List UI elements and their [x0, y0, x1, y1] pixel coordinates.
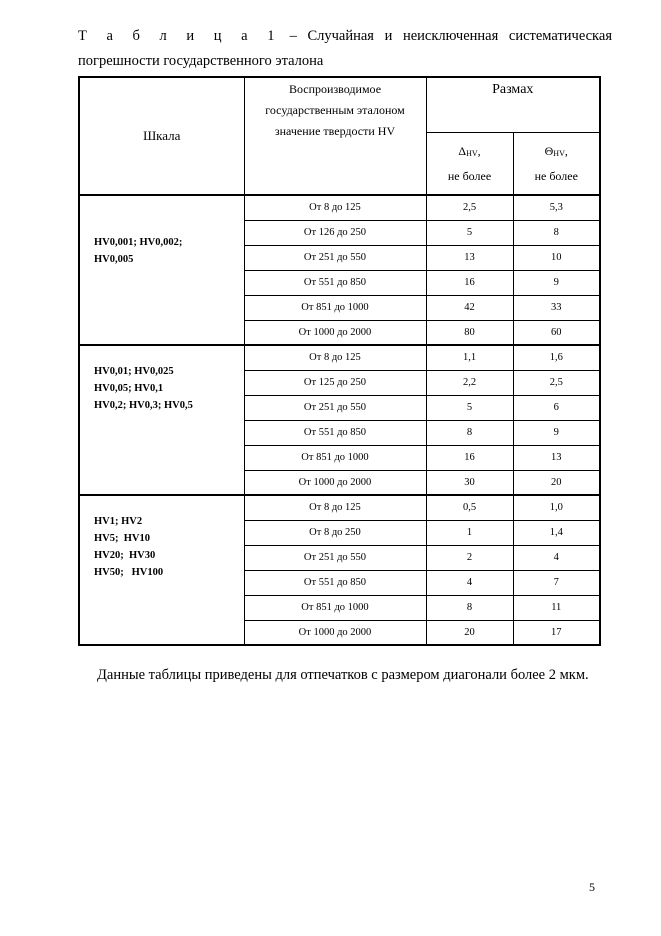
delta-cell: 4 — [426, 570, 513, 595]
value-range-cell: От 8 до 125 — [244, 195, 426, 220]
delta-cell: 8 — [426, 420, 513, 445]
delta-cell: 5 — [426, 220, 513, 245]
theta-subscript: HV — [553, 148, 565, 158]
delta-cell: 2,5 — [426, 195, 513, 220]
table-row — [79, 345, 600, 370]
theta-cell: 60 — [513, 320, 600, 345]
delta-cell: 1,1 — [426, 345, 513, 370]
delta-symbol: Δ — [458, 143, 467, 158]
header-scale: Шкала — [79, 77, 244, 195]
value-range-cell: От 551 до 850 — [244, 270, 426, 295]
theta-cell: 13 — [513, 445, 600, 470]
scale-line: HV0,01; HV0,025 — [94, 366, 174, 377]
scale-line: HV5; HV10 — [94, 533, 150, 544]
delta-cell: 42 — [426, 295, 513, 320]
scale-line: HV0,005 — [94, 254, 134, 265]
delta-cell: 8 — [426, 595, 513, 620]
delta-cell: 16 — [426, 445, 513, 470]
value-range-cell: От 125 до 250 — [244, 370, 426, 395]
error-table — [78, 76, 601, 646]
delta-cell: 30 — [426, 470, 513, 495]
theta-cell: 17 — [513, 620, 600, 645]
page-number: 5 — [589, 880, 595, 894]
scale-line: HV0,2; HV0,3; HV0,5 — [94, 400, 193, 411]
theta-cell: 4 — [513, 545, 600, 570]
value-range-cell: От 251 до 550 — [244, 545, 426, 570]
header-range: Размах — [426, 77, 600, 132]
scale-line: HV0,001; HV0,002; — [94, 237, 183, 248]
delta-cell: 2,2 — [426, 370, 513, 395]
value-range-cell: От 551 до 850 — [244, 570, 426, 595]
scale-group-2 — [79, 345, 244, 495]
theta-cell: 9 — [513, 270, 600, 295]
theta-cell: 5,3 — [513, 195, 600, 220]
delta-cell: 20 — [426, 620, 513, 645]
delta-cell: 80 — [426, 320, 513, 345]
theta-cell: 20 — [513, 470, 600, 495]
theta-cell: 1,0 — [513, 495, 600, 520]
theta-cell: 1,6 — [513, 345, 600, 370]
delta-cell: 5 — [426, 395, 513, 420]
value-range-cell: От 551 до 850 — [244, 420, 426, 445]
header-theta: $\Theta_{HV}$, не более — [513, 132, 600, 195]
theta-not-more: не более — [534, 168, 578, 183]
theta-cell: 7 — [513, 570, 600, 595]
value-range-cell: От 1000 до 2000 — [244, 470, 426, 495]
delta-cell: 2 — [426, 545, 513, 570]
value-range-cell: От 126 до 250 — [244, 220, 426, 245]
value-range-cell: От 8 до 125 — [244, 345, 426, 370]
theta-cell: 33 — [513, 295, 600, 320]
value-range-cell: От 251 до 550 — [244, 395, 426, 420]
scale-line: HV1; HV2 — [94, 516, 143, 527]
value-range-cell: От 1000 до 2000 — [244, 320, 426, 345]
scale-group-1 — [79, 195, 244, 345]
delta-cell: 16 — [426, 270, 513, 295]
theta-cell: 9 — [513, 420, 600, 445]
table-note: Данные таблицы приведены для отпечатков с размером диагонали более 2 мкм. — [97, 667, 589, 683]
delta-cell: 13 — [426, 245, 513, 270]
table-caption — [78, 24, 612, 74]
delta-subscript: HV — [466, 148, 478, 158]
table-caption-label: Т а б л и ц а 1 — [78, 28, 279, 44]
theta-cell: 8 — [513, 220, 600, 245]
scale-line: HV20; HV30 — [94, 550, 156, 561]
theta-cell: 1,4 — [513, 520, 600, 545]
header-value: Воспроизводимое государственным эталоном значение твердости HV — [244, 77, 426, 195]
theta-cell: 6 — [513, 395, 600, 420]
value-range-cell: От 851 до 1000 — [244, 595, 426, 620]
value-range-cell: От 8 до 125 — [244, 495, 426, 520]
value-range-cell: От 851 до 1000 — [244, 445, 426, 470]
delta-cell: 0,5 — [426, 495, 513, 520]
value-range-cell: От 8 до 250 — [244, 520, 426, 545]
theta-symbol: Θ — [544, 143, 554, 158]
table-row — [79, 195, 600, 220]
value-range-cell: От 251 до 550 — [244, 245, 426, 270]
table-caption-text: – Случайная и неисключенная систематическая погрешности государственного эталона — [78, 28, 612, 69]
theta-cell: 2,5 — [513, 370, 600, 395]
delta-cell: 1 — [426, 520, 513, 545]
table-row — [79, 495, 600, 520]
scale-line: HV50; HV100 — [94, 567, 164, 578]
header-delta: $\Delta_{HV}$, не более — [426, 132, 513, 195]
theta-cell: 11 — [513, 595, 600, 620]
delta-not-more: не более — [447, 168, 492, 183]
value-range-cell: От 851 до 1000 — [244, 295, 426, 320]
value-range-cell: От 1000 до 2000 — [244, 620, 426, 645]
theta-cell: 10 — [513, 245, 600, 270]
scale-line: HV0,05; HV0,1 — [94, 383, 164, 394]
scale-group-3 — [79, 495, 244, 645]
